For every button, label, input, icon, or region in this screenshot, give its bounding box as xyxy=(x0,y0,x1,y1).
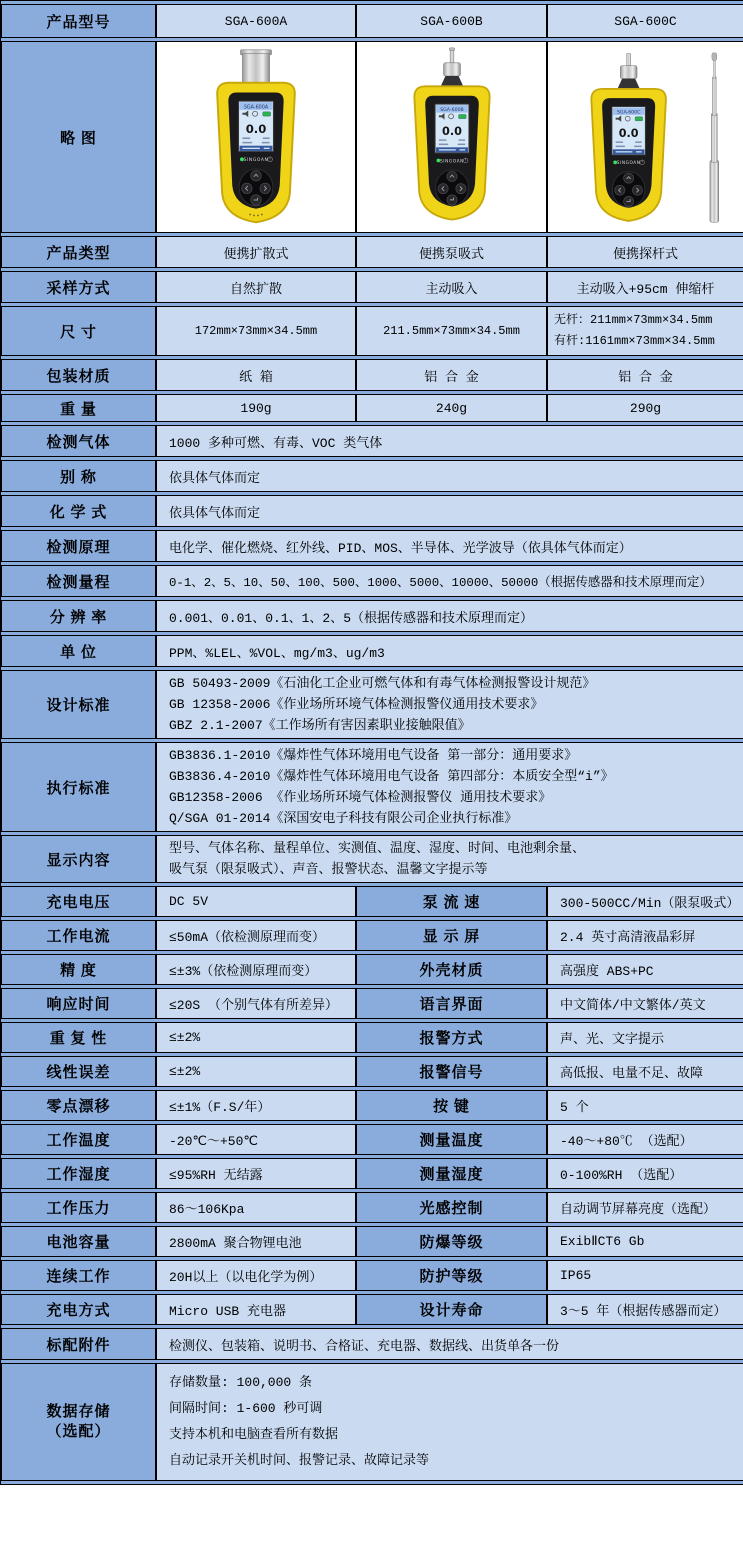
standard-item: GB3836.1-2010《爆炸性气体环境用电气设备 第一部分：通用要求》 xyxy=(169,748,578,763)
row-label: 泵 流 速 xyxy=(356,886,547,917)
spec-value-cell: 172mm×73mm×34.5mm xyxy=(156,306,356,356)
row-label: 尺 寸 xyxy=(1,306,156,356)
spec-value-cell: 铝 合 金 xyxy=(356,359,547,391)
spec-value-cell: ≤±3%（依检测原理而变） xyxy=(156,954,356,985)
table-row xyxy=(1,425,743,457)
device-photo-sga-600b xyxy=(356,41,547,233)
table-row xyxy=(1,670,743,739)
table-row xyxy=(1,359,743,391)
spec-value-cell: ExibⅡCT6 Gb xyxy=(547,1226,743,1257)
row-label: 光感控制 xyxy=(356,1192,547,1223)
spec-value-cell: 高低报、电量不足、故障 xyxy=(547,1056,743,1087)
svg-text:SINGOAN: SINGOAN xyxy=(616,161,641,167)
row-label: 检测气体 xyxy=(1,425,156,457)
row-label: 检测原理 xyxy=(1,530,156,562)
standard-item: GBZ 2.1-2007《工作场所有害因素职业接触限值》 xyxy=(169,718,471,733)
spec-value-cell: 纸 箱 xyxy=(156,359,356,391)
row-label: 按 键 xyxy=(356,1090,547,1121)
row-label: 测量温度 xyxy=(356,1124,547,1155)
row-label-model: 产品型号 xyxy=(1,4,156,38)
row-label: 报警信号 xyxy=(356,1056,547,1087)
spec-value-cell: 自然扩散 xyxy=(156,271,356,303)
spec-value-cell: 20H以上（以电化学为例） xyxy=(156,1260,356,1291)
gas-detector-illustration-a xyxy=(161,44,351,230)
row-label: 零点漂移 xyxy=(1,1090,156,1121)
standard-item: Q/SGA 01-2014《深国安电子科技有限公司企业执行标准》 xyxy=(169,811,518,826)
row-label: 别 称 xyxy=(1,460,156,492)
row-label: 分 辨 率 xyxy=(1,600,156,632)
svg-text:SINGOAN: SINGOAN xyxy=(243,158,269,164)
svg-text:SGA-600C: SGA-600C xyxy=(616,110,640,116)
row-label-data-storage xyxy=(1,1363,156,1481)
spec-value-cell: 0-1、2、5、10、50、100、500、1000、5000、10000、50000（根据传感器和技术原理而定） xyxy=(156,565,743,597)
spec-value-cell: 3～5 年（根据传感器而定） xyxy=(547,1294,743,1325)
row-label: 充电电压 xyxy=(1,886,156,917)
model-name-b: SGA-600B xyxy=(356,4,547,38)
table-row xyxy=(1,1056,743,1087)
spec-value-cell: PPM、%LEL、%VOL、mg/m3、ug/m3 xyxy=(156,635,743,667)
row-label: 测量湿度 xyxy=(356,1158,547,1189)
spec-value-cell: 高强度 ABS+PC xyxy=(547,954,743,985)
telescopic-probe-rod xyxy=(709,53,718,223)
row-label: 重 量 xyxy=(1,394,156,422)
table-row xyxy=(1,530,743,562)
table-row xyxy=(1,495,743,527)
accessories-cell: 检测仪、包装箱、说明书、合格证、充电器、数据线、出货单各一份 xyxy=(156,1328,743,1360)
dimension-without-rod: 无杆：211mm×73mm×34.5mm xyxy=(554,313,713,327)
spec-value-cell: 5 个 xyxy=(547,1090,743,1121)
execution-standards-cell xyxy=(156,742,743,832)
table-row xyxy=(1,1124,743,1155)
spec-value-cell: 便携探杆式 xyxy=(547,236,743,268)
table-row xyxy=(1,1158,743,1189)
storage-detail-line: 间隔时间: 1-600 秒可调 xyxy=(169,1401,323,1416)
spec-value-cell: DC 5V xyxy=(156,886,356,917)
table-row xyxy=(1,4,743,38)
table-row xyxy=(1,1192,743,1223)
spec-value-cell: ≤±2% xyxy=(156,1056,356,1087)
spec-value-cell: 声、光、文字提示 xyxy=(547,1022,743,1053)
model-name-c: SGA-600C xyxy=(547,4,743,38)
row-label-line: （选配） xyxy=(46,1424,111,1440)
table-row xyxy=(1,920,743,951)
standard-item: GB 50493-2009《石油化工企业可燃气体和有毒气体检测报警设计规范》 xyxy=(169,676,596,691)
table-row xyxy=(1,460,743,492)
svg-text:0.0: 0.0 xyxy=(245,122,267,137)
spec-value-cell: -20℃～+50℃ xyxy=(156,1124,356,1155)
table-row xyxy=(1,1328,743,1360)
spec-value-cell: ≤50mA（依检测原理而变） xyxy=(156,920,356,951)
table-row xyxy=(1,306,743,356)
row-label: 精 度 xyxy=(1,954,156,985)
device-photo-sga-600c xyxy=(547,41,743,233)
spec-value-cell: 0.001、0.01、0.1、1、2、5（根据传感器和技术原理而定） xyxy=(156,600,743,632)
row-label: 设计标准 xyxy=(1,670,156,739)
storage-detail-line: 自动记录开关机时间、报警记录、故障记录等 xyxy=(169,1453,430,1468)
spec-value-cell: 依具体气体而定 xyxy=(156,495,743,527)
standard-item: GB12358-2006 《作业场所环境气体检测报警仪 通用技术要求》 xyxy=(169,790,552,805)
row-label-line: 数据存储 xyxy=(46,1404,111,1420)
row-label: 防护等级 xyxy=(356,1260,547,1291)
row-label: 语言界面 xyxy=(356,988,547,1019)
spec-value-cell: 主动吸入 xyxy=(356,271,547,303)
table-row xyxy=(1,1260,743,1291)
table-row xyxy=(1,1090,743,1121)
table-row xyxy=(1,600,743,632)
spec-value-cell: 211.5mm×73mm×34.5mm xyxy=(356,306,547,356)
row-label: 响应时间 xyxy=(1,988,156,1019)
spec-value-cell: 便携扩散式 xyxy=(156,236,356,268)
row-label: 报警方式 xyxy=(356,1022,547,1053)
row-label: 工作湿度 xyxy=(1,1158,156,1189)
row-label: 标配附件 xyxy=(1,1328,156,1360)
spec-value-cell: 290g xyxy=(547,394,743,422)
row-label: 显 示 屏 xyxy=(356,920,547,951)
spec-value-cell: -40～+80℃ （选配） xyxy=(547,1124,743,1155)
svg-text:SGA-600B: SGA-600B xyxy=(439,108,464,114)
spec-value-cell: 1000 多种可燃、有毒、VOC 类气体 xyxy=(156,425,743,457)
data-storage-cell xyxy=(156,1363,743,1481)
spec-value-cell: ≤±1%（F.S/年） xyxy=(156,1090,356,1121)
table-row xyxy=(1,1226,743,1257)
row-label: 设计寿命 xyxy=(356,1294,547,1325)
standard-item: GB 12358-2006《作业场所环境气体检测报警仪通用技术要求》 xyxy=(169,697,544,712)
svg-text:0.0: 0.0 xyxy=(441,125,462,139)
row-label: 执行标准 xyxy=(1,742,156,832)
row-label: 电池容量 xyxy=(1,1226,156,1257)
table-row xyxy=(1,635,743,667)
row-label: 重 复 性 xyxy=(1,1022,156,1053)
table-row xyxy=(1,1363,743,1481)
svg-text:0.0: 0.0 xyxy=(618,127,639,141)
table-row xyxy=(1,565,743,597)
spec-value-cell: 主动吸入+95cm 伸缩杆 xyxy=(547,271,743,303)
table-row xyxy=(1,886,743,917)
spec-value-cell: 2800mA 聚合物锂电池 xyxy=(156,1226,356,1257)
table-row xyxy=(1,835,743,883)
table-row xyxy=(1,988,743,1019)
row-label: 线性误差 xyxy=(1,1056,156,1087)
row-label-sketch: 略 图 xyxy=(1,41,156,233)
row-label: 充电方式 xyxy=(1,1294,156,1325)
display-content-line: 型号、气体名称、量程单位、实测值、温度、湿度、时间、电池剩余量、 xyxy=(169,841,586,856)
dimension-with-rod: 有杆:1161mm×73mm×34.5mm xyxy=(554,334,715,348)
row-label: 包装材质 xyxy=(1,359,156,391)
table-row xyxy=(1,742,743,832)
spec-value-cell: ≤20S （个别气体有所差异） xyxy=(156,988,356,1019)
row-label: 外壳材质 xyxy=(356,954,547,985)
row-label: 显示内容 xyxy=(1,835,156,883)
spec-value-cell: IP65 xyxy=(547,1260,743,1291)
standard-item: GB3836.4-2010《爆炸性气体环境用电气设备 第四部分：本质安全型“i”》 xyxy=(169,769,614,784)
spec-value-cell: ≤95%RH 无结露 xyxy=(156,1158,356,1189)
table-row xyxy=(1,394,743,422)
spec-value-cell: 中文简体/中文繁体/英文 xyxy=(547,988,743,1019)
gas-detector-illustration-c xyxy=(551,44,741,230)
table-row xyxy=(1,41,743,233)
spec-value-cell: 300-500CC/Min（限泵吸式） xyxy=(547,886,743,917)
table-row xyxy=(1,271,743,303)
row-label: 工作温度 xyxy=(1,1124,156,1155)
row-label: 单 位 xyxy=(1,635,156,667)
spec-value-cell: Micro USB 充电器 xyxy=(156,1294,356,1325)
table-row xyxy=(1,1022,743,1053)
display-content-line: 吸气泵（限泵吸式）、声音、报警状态、温馨文字提示等 xyxy=(169,862,488,877)
spec-value-cell: 0-100%RH （选配） xyxy=(547,1158,743,1189)
table-row xyxy=(1,954,743,985)
row-label: 防爆等级 xyxy=(356,1226,547,1257)
spec-value-cell: 铝 合 金 xyxy=(547,359,743,391)
spec-value-cell: 电化学、催化燃烧、红外线、PID、MOS、半导体、光学波导（依具体气体而定） xyxy=(156,530,743,562)
row-label: 工作电流 xyxy=(1,920,156,951)
row-label: 采样方式 xyxy=(1,271,156,303)
spec-value-cell: 自动调节屏幕亮度（选配） xyxy=(547,1192,743,1223)
gas-detector-illustration-b xyxy=(360,44,544,230)
design-standards-cell xyxy=(156,670,743,739)
table-row xyxy=(1,1294,743,1325)
model-name-a: SGA-600A xyxy=(156,4,356,38)
spec-value-cell: 240g xyxy=(356,394,547,422)
spec-value-cell xyxy=(547,306,743,356)
table-row xyxy=(1,236,743,268)
display-content-cell xyxy=(156,835,743,883)
spec-value-cell: 依具体气体而定 xyxy=(156,460,743,492)
svg-text:SGA-600A: SGA-600A xyxy=(243,105,269,111)
spec-value-cell: 2.4 英寸高清液晶彩屏 xyxy=(547,920,743,951)
spec-value-cell: 190g xyxy=(156,394,356,422)
spec-value-cell: ≤±2% xyxy=(156,1022,356,1053)
row-label: 化 学 式 xyxy=(1,495,156,527)
spec-value-cell: 86～106Kpa xyxy=(156,1192,356,1223)
row-label: 工作压力 xyxy=(1,1192,156,1223)
storage-detail-line: 支持本机和电脑查看所有数据 xyxy=(169,1427,339,1442)
spec-value-cell: 便携泵吸式 xyxy=(356,236,547,268)
svg-text:SINGOAN: SINGOAN xyxy=(439,159,464,165)
row-label: 产品类型 xyxy=(1,236,156,268)
storage-detail-line: 存储数量: 100,000 条 xyxy=(169,1375,313,1390)
row-label: 连续工作 xyxy=(1,1260,156,1291)
device-photo-sga-600a xyxy=(156,41,356,233)
row-label: 检测量程 xyxy=(1,565,156,597)
